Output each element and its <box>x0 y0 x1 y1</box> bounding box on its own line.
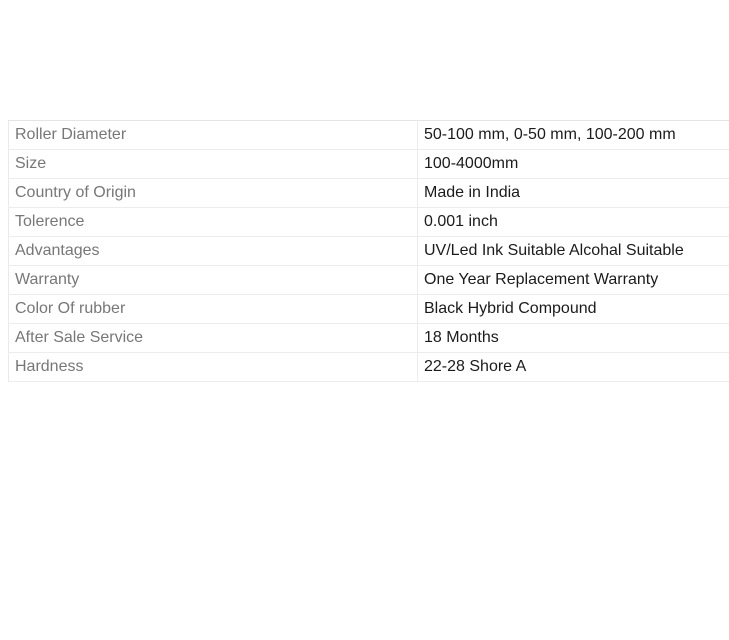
spec-value: UV/Led Ink Suitable Alcohal Suitable <box>418 237 729 266</box>
spec-label: Roller Diameter <box>9 121 418 150</box>
table-row <box>9 208 729 237</box>
table-row <box>9 295 729 324</box>
table-row <box>9 237 729 266</box>
spec-value: One Year Replacement Warranty <box>418 266 729 295</box>
spec-label: Warranty <box>9 266 418 295</box>
spec-label: Size <box>9 150 418 179</box>
spec-value: 0.001 inch <box>418 208 729 237</box>
specification-table-body <box>9 121 729 382</box>
table-row <box>9 179 729 208</box>
spec-value: 22-28 Shore A <box>418 353 729 382</box>
spec-value: 18 Months <box>418 324 729 353</box>
spec-label: Country of Origin <box>9 179 418 208</box>
spec-label: Color Of rubber <box>9 295 418 324</box>
specification-table <box>8 120 729 382</box>
spec-value: 50-100 mm, 0-50 mm, 100-200 mm <box>418 121 729 150</box>
table-row <box>9 121 729 150</box>
spec-value: Black Hybrid Compound <box>418 295 729 324</box>
spec-label: Advantages <box>9 237 418 266</box>
spec-label: After Sale Service <box>9 324 418 353</box>
spec-label: Hardness <box>9 353 418 382</box>
table-row <box>9 266 729 295</box>
spec-value: 100-4000mm <box>418 150 729 179</box>
table-row <box>9 150 729 179</box>
table-row <box>9 324 729 353</box>
spec-value: Made in India <box>418 179 729 208</box>
table-row <box>9 353 729 382</box>
spec-label: Tolerence <box>9 208 418 237</box>
